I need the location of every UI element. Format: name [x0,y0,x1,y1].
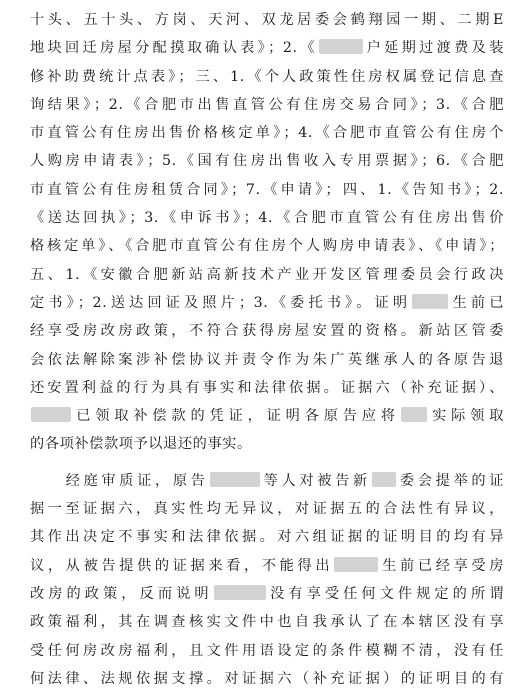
text-segment: 地块回迁房屋分配摸取确认表》；2.《 [30,40,318,57]
text-segment: 生前已 [449,294,504,311]
text-line: 政策福利，其在调查核实文件中也自我承认了在本辖区没有享 [30,614,504,631]
text-line [30,289,504,317]
text-segment: 改房的政策，反而说明 [30,585,213,602]
redacted-name-block [372,472,396,487]
text-segment: 定书》；2.送达回证及照片；3.《委托书》。证明 [30,294,412,311]
text-line: 的各项补偿款项予以退还的事实。 [30,436,252,453]
text-line: 会依法解除案涉补偿协议并责令作为朱广英继承人的各原告退 [30,351,504,368]
text-line [30,580,504,608]
text-line: 其作出决定不事实和法律依据。对六组证据的证明目的均有异 [30,529,504,546]
redacted-name-block [31,407,71,422]
text-line: 格核定单》、《合肥市直管公有住房个人购房申请表》、《申请》； [30,238,504,255]
text-segment: 户延期过渡费及装 [363,40,504,57]
redacted-name-block [319,39,363,54]
text-line: 五、1.《安徽合肥新站高新技术产业开发区管理委员会行政决 [30,266,504,283]
text-segment: 没有享受任何文件规定的所谓 [266,585,504,602]
text-line [30,552,504,580]
text-line: 修补助费统计点表》；三、1.《个人政策性住房权属登记信息查 [30,68,504,85]
text-line: 经享受房改房政策，不符合获得房屋安置的资格。新站区管委 [30,323,504,340]
text-line: 何法律、法规依据支撑。对证据六（补充证据）的证明目的有 [30,670,504,687]
text-segment: 等人对被告新 [260,472,371,489]
text-segment: 实际领取 [427,408,504,425]
text-line: 询结果》；2.《合肥市出售直管公有住房交易合同》；3.《合肥 [30,96,504,113]
text-segment: 委会提举的证 [396,472,504,489]
text-line: 十头、五十头、方岗、天河、双龙居委会鹤翔园一期、二期E [30,12,504,28]
redacted-name-block [214,585,266,600]
text-segment: 已领取补偿款的凭证，证明各原告应将 [72,408,400,425]
text-segment: 生前已经享受房 [379,557,504,574]
paragraph-court-examination [30,467,504,693]
redacted-name-block [401,407,427,422]
text-line [30,34,504,62]
text-line: 人购房申请表》；5.《国有住房出售收入专用票据》；6.《合肥 [30,153,504,170]
redacted-name-block [334,557,378,572]
text-line: 《送达回执》；3.《申诉书》；4.《合肥市直管公有住房出售价 [30,210,504,227]
paragraph-gap [30,459,504,467]
text-line: 市直管公有住房租赁合同》；7.《申请》；四、1.《告知书》；2. [30,181,504,198]
text-line [30,467,504,495]
text-line: 还安置利益的行为具有事实和法律依据。证据六（补充证据）、 [30,379,504,396]
text-line [30,402,504,430]
paragraph-evidence-list [30,6,504,459]
text-line: 市直管公有住房出售价格核定单》；4.《合肥市直管公有住房个 [30,125,504,142]
redacted-name-block [210,472,260,487]
text-segment: 经庭审质证，原告 [30,472,209,489]
text-line: 据一至证据六，真实性均无异议，对证据五的合法性有异议， [30,501,504,518]
text-line: 受任何房改房福利，且文件用语设定的条件模糊不清，没有任 [30,642,504,659]
redacted-name-block [412,294,448,309]
text-segment: 议，从被告提供的证据来看，不能得出 [30,557,334,574]
